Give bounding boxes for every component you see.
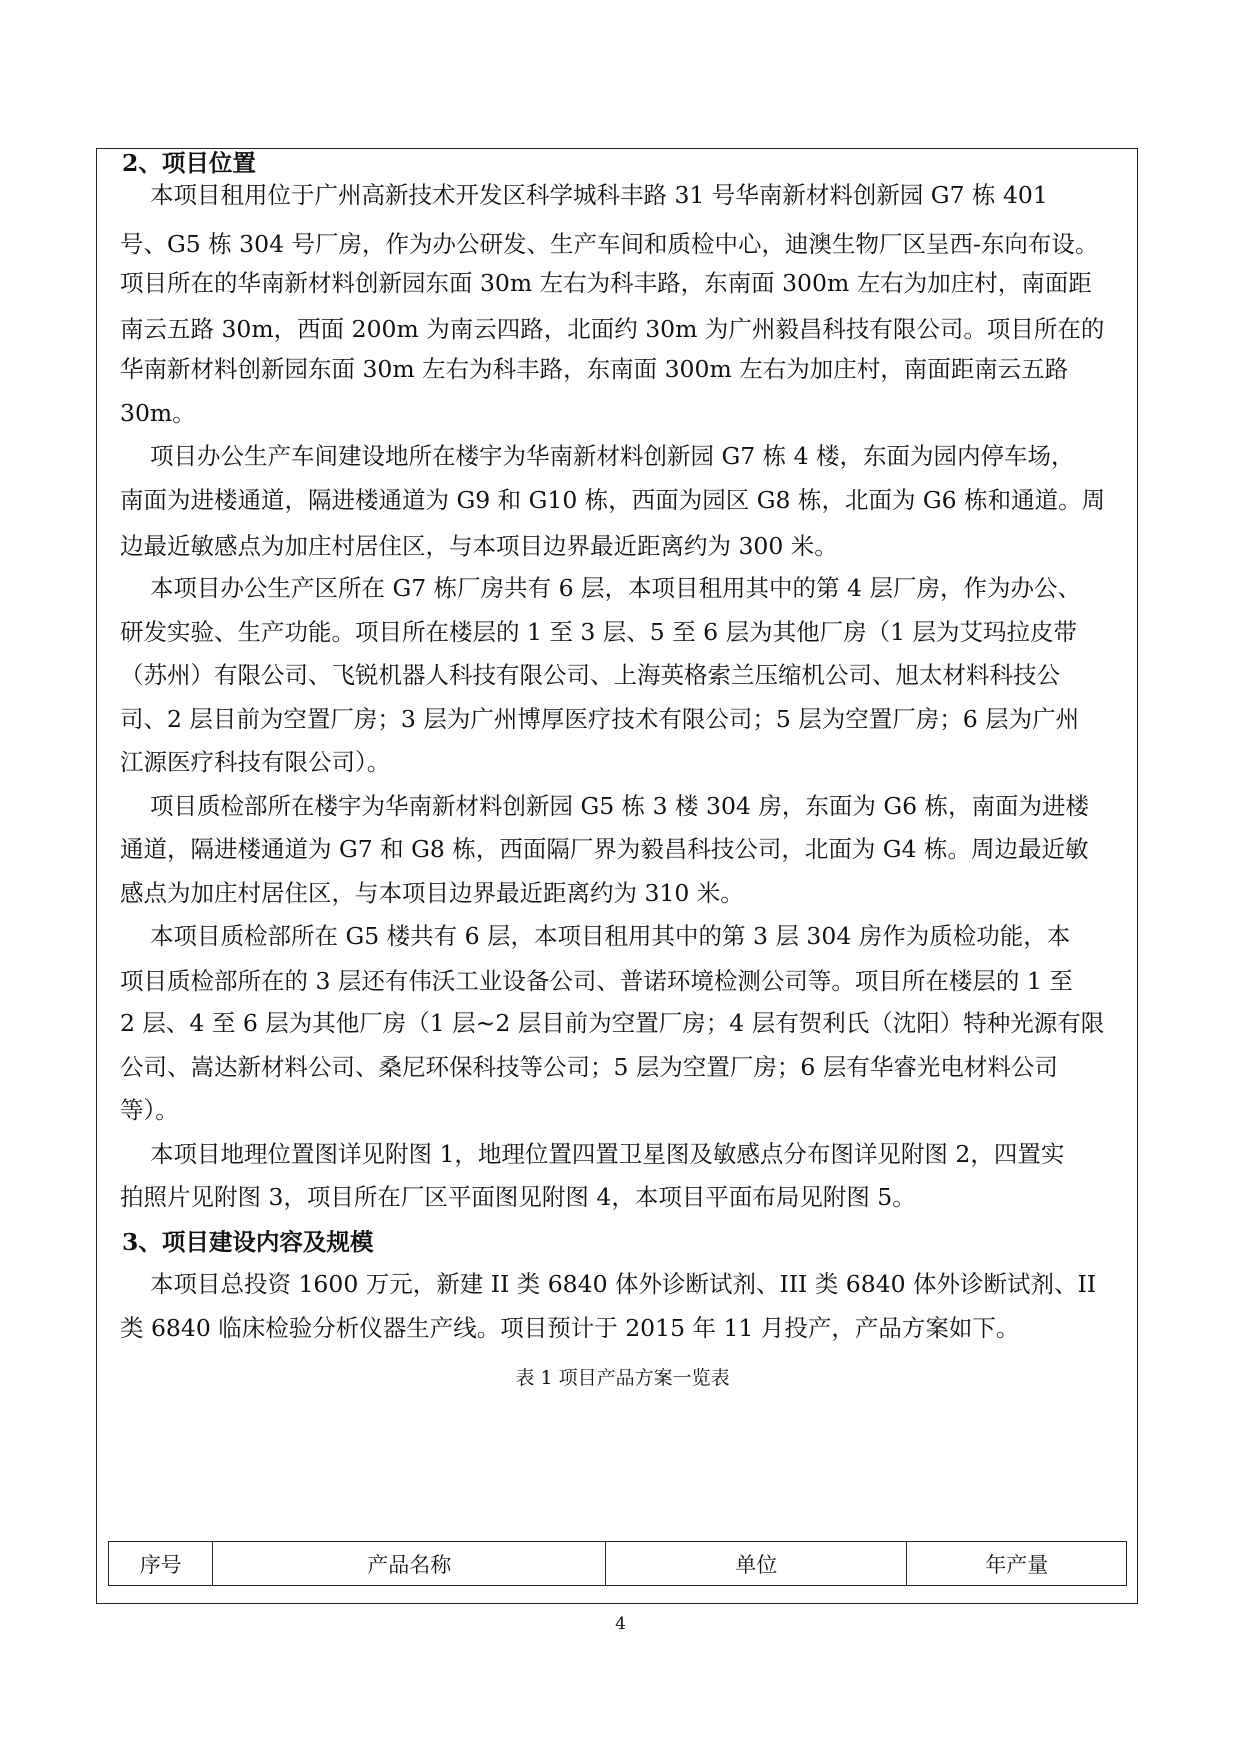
body-line: 本项目地理位置图详见附图 1，地理位置四置卫星图及敏感点分布图详见附图 2，四置实 — [150, 1140, 1065, 1168]
body-line: （苏州）有限公司、飞锐机器人科技有限公司、上海英格索兰压缩机公司、旭太材料科技公 — [120, 661, 1060, 689]
body-line: 本项目办公生产区所在 G7 栋厂房共有 6 层，本项目租用其中的第 4 层厂房，作为办公、 — [150, 574, 1081, 602]
product-table — [108, 1541, 1127, 1586]
body-line: 30m。 — [120, 399, 196, 427]
body-line: 司、2 层目前为空置厂房；3 层为广州博厚医疗技术有限公司；5 层为空置厂房；6 层为广州 — [120, 705, 1080, 733]
body-line: 公司、嵩达新材料公司、桑尼环保科技等公司；5 层为空置厂房；6 层有华睿光电材料公司 — [120, 1053, 1058, 1081]
column-header: 产品名称 — [213, 1542, 606, 1586]
body-line: 2 层、4 至 6 层为其他厂房（1 层~2 层目前为空置厂房；4 层有贺利氏（沈阳）特种光源有限 — [120, 1009, 1105, 1037]
body-line: 项目办公生产车间建设地所在楼宇为华南新材料创新园 G7 栋 4 楼，东面为园内停车场， — [150, 442, 1075, 470]
body-line: 感点为加庄村居住区，与本项目边界最近距离约为 310 米。 — [120, 879, 744, 907]
section-2-heading: 2、项目位置 — [122, 149, 256, 177]
body-line: 拍照片见附图 3，项目所在厂区平面图见附图 4，本项目平面布局见附图 5。 — [120, 1183, 916, 1211]
column-header: 序号 — [109, 1542, 213, 1586]
column-header: 单位 — [606, 1542, 907, 1586]
body-line: 本项目质检部所在 G5 楼共有 6 层，本项目租用其中的第 3 层 304 房作为质检功能，本 — [150, 922, 1071, 950]
body-line: 江源医疗科技有限公司）。 — [120, 748, 391, 776]
body-line: 等）。 — [120, 1096, 179, 1124]
table-header-row — [109, 1542, 1127, 1586]
column-header: 年产量 — [907, 1542, 1127, 1586]
body-line: 类 6840 临床检验分析仪器生产线。项目预计于 2015 年 11 月投产，产品方案如下。 — [120, 1314, 1020, 1342]
body-line: 项目所在的华南新材料创新园东面 30m 左右为科丰路，东南面 300m 左右为加庄村，南面距 — [120, 269, 1092, 297]
body-line: 南云五路 30m，西面 200m 为南云四路，北面约 30m 为广州毅昌科技有限公司。项目所在的 — [120, 315, 1105, 343]
body-line: 通道，隔进楼通道为 G7 和 G8 栋，西面隔厂界为毅昌科技公司，北面为 G4 栋。周边最近敏 — [120, 835, 1089, 863]
table-caption: 表 1 项目产品方案一览表 — [515, 1367, 730, 1389]
body-line: 项目质检部所在的 3 层还有伟沃工业设备公司、普诺环境检测公司等。项目所在楼层的 1 至 — [120, 967, 1073, 995]
section-3-heading: 3、项目建设内容及规模 — [122, 1228, 374, 1256]
body-line: 本项目总投资 1600 万元，新建 II 类 6840 体外诊断试剂、III 类 6840 体外诊断试剂、II — [150, 1270, 1097, 1298]
body-line: 边最近敏感点为加庄村居住区，与本项目边界最近距离约为 300 米。 — [120, 532, 838, 560]
body-line: 本项目租用位于广州高新技术开发区科学城科丰路 31 号华南新材料创新园 G7 栋 401 — [150, 181, 1048, 209]
body-line: 南面为进楼通道，隔进楼通道为 G9 和 G10 栋，西面为园区 G8 栋，北面为 G6 栋和通道。周 — [120, 486, 1106, 514]
body-line: 号、G5 栋 304 号厂房，作为办公研发、生产车间和质检中心，迪澳生物厂区呈西-东向布设。 — [120, 230, 1099, 258]
body-line: 华南新材料创新园东面 30m 左右为科丰路，东南面 300m 左右为加庄村，南面距南云五路 — [120, 355, 1069, 383]
page-number: 4 — [615, 1614, 626, 1634]
body-line: 项目质检部所在楼宇为华南新材料创新园 G5 栋 3 楼 304 房，东面为 G6 栋，南面为进楼 — [150, 792, 1090, 820]
body-line: 研发实验、生产功能。项目所在楼层的 1 至 3 层、5 至 6 层为其他厂房（1 层为艾玛拉皮带 — [120, 618, 1078, 646]
